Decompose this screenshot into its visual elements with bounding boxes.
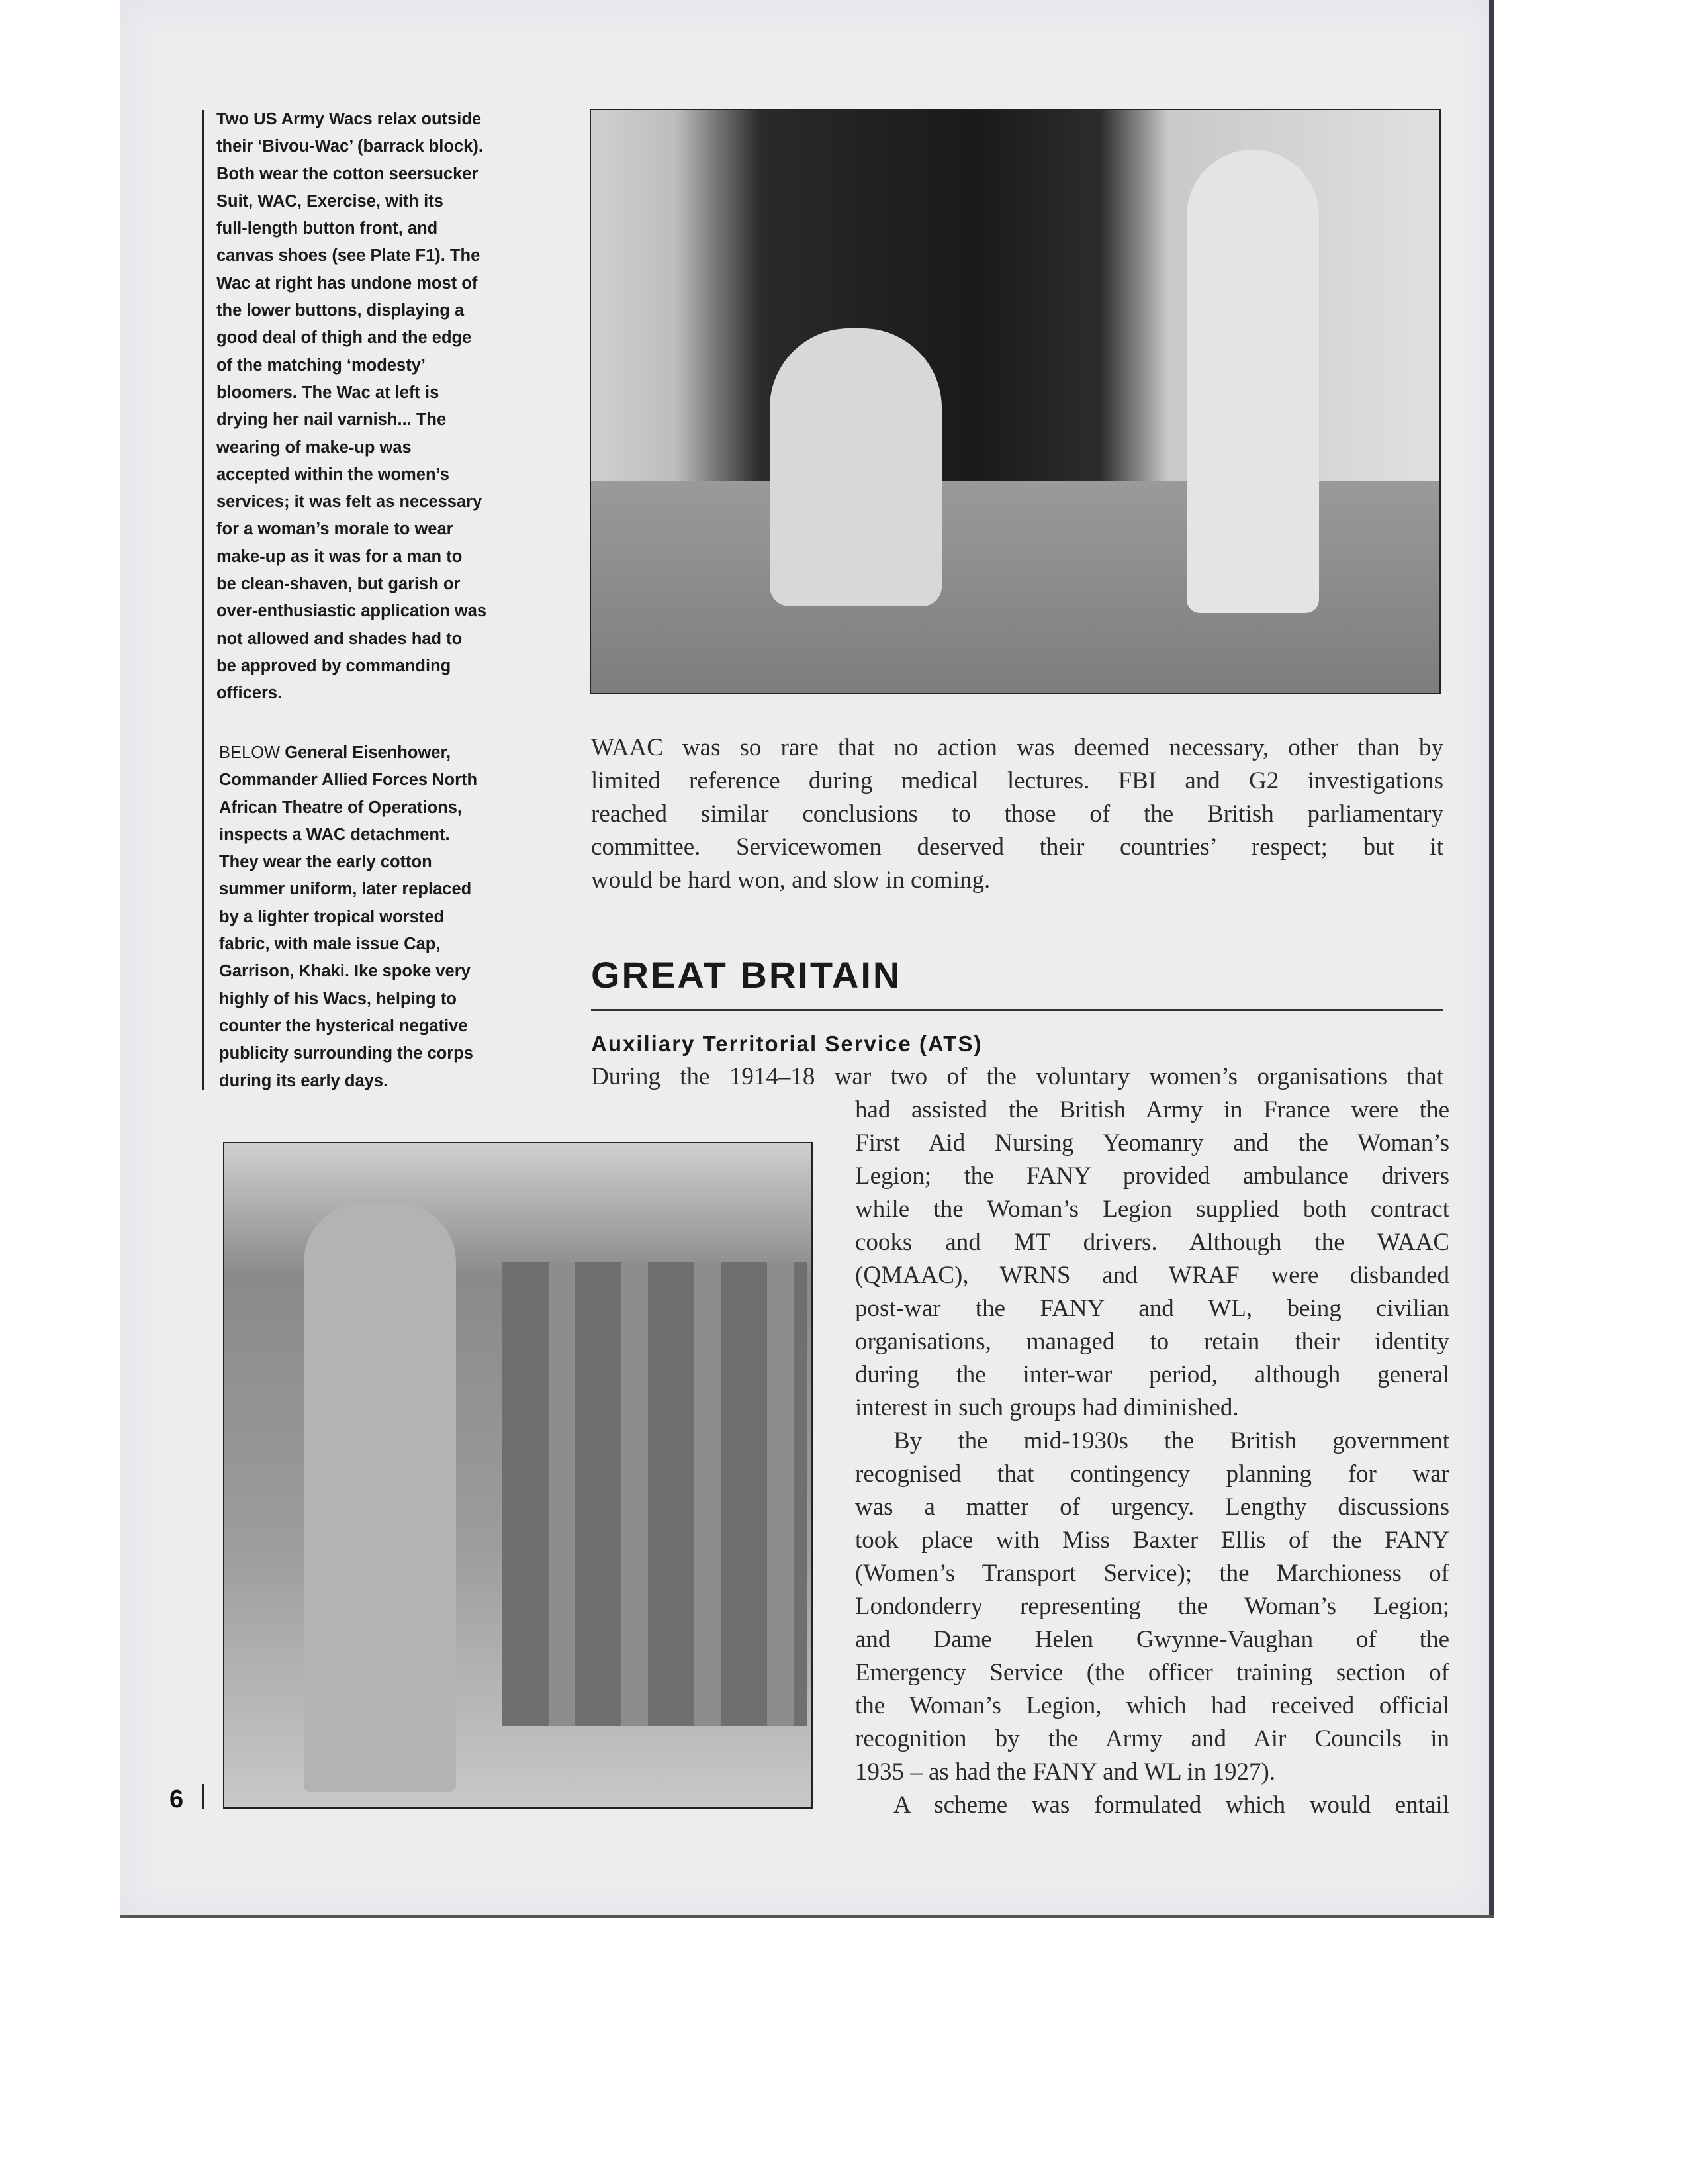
heading-rule [591,1009,1443,1011]
text-line: had assisted the British Army in France were the [855,1096,1449,1123]
caption-line: bloomers. The Wac at left is [216,383,439,402]
caption-below-photo [219,739,477,1095]
caption-line: not allowed and shades had to [216,629,463,648]
caption-line: during its early days. [219,1071,388,1090]
text-line: recognition by the Army and Air Councils in [855,1725,1449,1752]
intro-paragraph [591,732,1443,897]
caption-line: drying her nail varnish... The [216,410,447,430]
caption-line: BELOW General Eisenhower, [219,743,451,762]
caption-line: over-enthusiastic application was [216,602,487,621]
caption-line: accepted within the women’s [216,465,449,484]
caption-top-photo [216,106,486,708]
text-line: A scheme was formulated which would entail [893,1791,1449,1819]
text-line: recognised that contingency planning for war [855,1460,1449,1488]
caption-line: Two US Army Wacs relax outside [216,110,482,128]
text-line: (QMAAC), WRNS and WRAF were disbanded [855,1262,1449,1289]
photo-wac-line [502,1262,807,1726]
caption-line: wearing of make-up was [216,438,412,457]
caption-line: They wear the early cotton [219,853,432,872]
caption-line: inspects a WAC detachment. [219,825,450,844]
ats-paragraph [855,1094,1449,1822]
text-line: 1935 – as had the FANY and WL in 1927). [855,1758,1276,1785]
caption-line: the lower buttons, displaying a [216,301,465,320]
caption-line: good deal of thigh and the edge [216,328,472,348]
caption-line: highly of his Wacs, helping to [219,989,457,1008]
caption-line: Wac at right has undone most of [216,273,478,293]
caption-line: make-up as it was for a man to [216,547,463,566]
caption-label: BELOW [219,743,281,762]
section-heading: GREAT BRITAIN [591,954,902,996]
text-line: organisations, managed to retain their identity [855,1328,1449,1355]
photo-figure-eisenhower [304,1203,456,1792]
text-line: would be hard won, and slow in coming. [591,867,991,894]
text-line: during the inter-war period, although general [855,1361,1449,1388]
page-number: 6 [169,1785,184,1813]
photo-figure-right [1187,150,1319,613]
text-line: WAAC was so rare that no action was deemed necessary, other than by [591,734,1443,761]
caption-line: officers. [216,684,283,703]
caption-line: Both wear the cotton seersucker [216,164,479,183]
page-number-rule [202,1784,204,1809]
caption-line: canvas shoes (see Plate F1). The [216,246,480,265]
caption-line: be clean-shaven, but garish or [216,575,461,594]
text-line: During the 1914–18 war two of the voluntary women’s organisations that [591,1063,1443,1090]
caption-line: Commander Allied Forces North [219,771,478,790]
text-line: post-war the FANY and WL, being civilian [855,1295,1449,1322]
text-line: Londonderry representing the Woman’s Legion; [855,1593,1449,1620]
caption-line: Suit, WAC, Exercise, with its [216,191,443,211]
caption-line: of the matching ‘modesty’ [216,356,426,375]
photo-figure-left [770,328,942,606]
photo-wacs-barracks [590,109,1441,694]
caption-line: for a woman’s morale to wear [216,520,453,539]
text-line: Emergency Service (the officer training section of [855,1659,1449,1686]
caption-line: publicity surrounding the corps [219,1044,473,1063]
text-line: cooks and MT drivers. Although the WAAC [855,1229,1449,1256]
text-line: (Women’s Transport Service); the Marchioness of [855,1560,1449,1587]
text-line: took place with Miss Baxter Ellis of the FANY [855,1527,1449,1554]
caption-line: summer uniform, later replaced [219,880,472,899]
text-line: reached similar conclusions to those of the British parliamentary [591,800,1443,828]
photo-eisenhower-inspection [223,1142,813,1809]
text-line: By the mid-1930s the British government [893,1427,1449,1454]
ats-paragraph-first-line [591,1061,1443,1094]
caption-line: Garrison, Khaki. Ike spoke very [219,962,471,981]
text-line: committee. Servicewomen deserved their countries’ respect; but it [591,833,1443,861]
text-line: while the Woman’s Legion supplied both contract [855,1196,1449,1223]
caption-rule [202,110,204,1090]
text-line: was a matter of urgency. Lengthy discussions [855,1494,1449,1521]
text-line: the Woman’s Legion, which had received official [855,1692,1449,1719]
caption-line: services; it was felt as necessary [216,493,482,512]
page-edge-shadow [1489,0,1494,1918]
caption-line: African Theatre of Operations, [219,798,462,817]
caption-line: counter the hysterical negative [219,1016,468,1035]
caption-line: full-length button front, and [216,219,438,238]
text-line: limited reference during medical lectures. FBI and G2 investigations [591,767,1443,794]
caption-line: be approved by commanding [216,656,451,675]
caption-line: by a lighter tropical worsted [219,907,445,926]
subheading: Auxiliary Territorial Service (ATS) [591,1031,983,1056]
text-line: First Aid Nursing Yeomanry and the Woman’s [855,1129,1449,1157]
caption-line: their ‘Bivou-Wac’ (barrack block). [216,137,483,156]
page-bottom-edge [120,1915,1494,1918]
caption-line: fabric, with male issue Cap, [219,935,441,954]
text-line: Legion; the FANY provided ambulance drivers [855,1163,1449,1190]
text-line: interest in such groups had diminished. [855,1394,1239,1421]
text-line: and Dame Helen Gwynne-Vaughan of the [855,1626,1449,1653]
